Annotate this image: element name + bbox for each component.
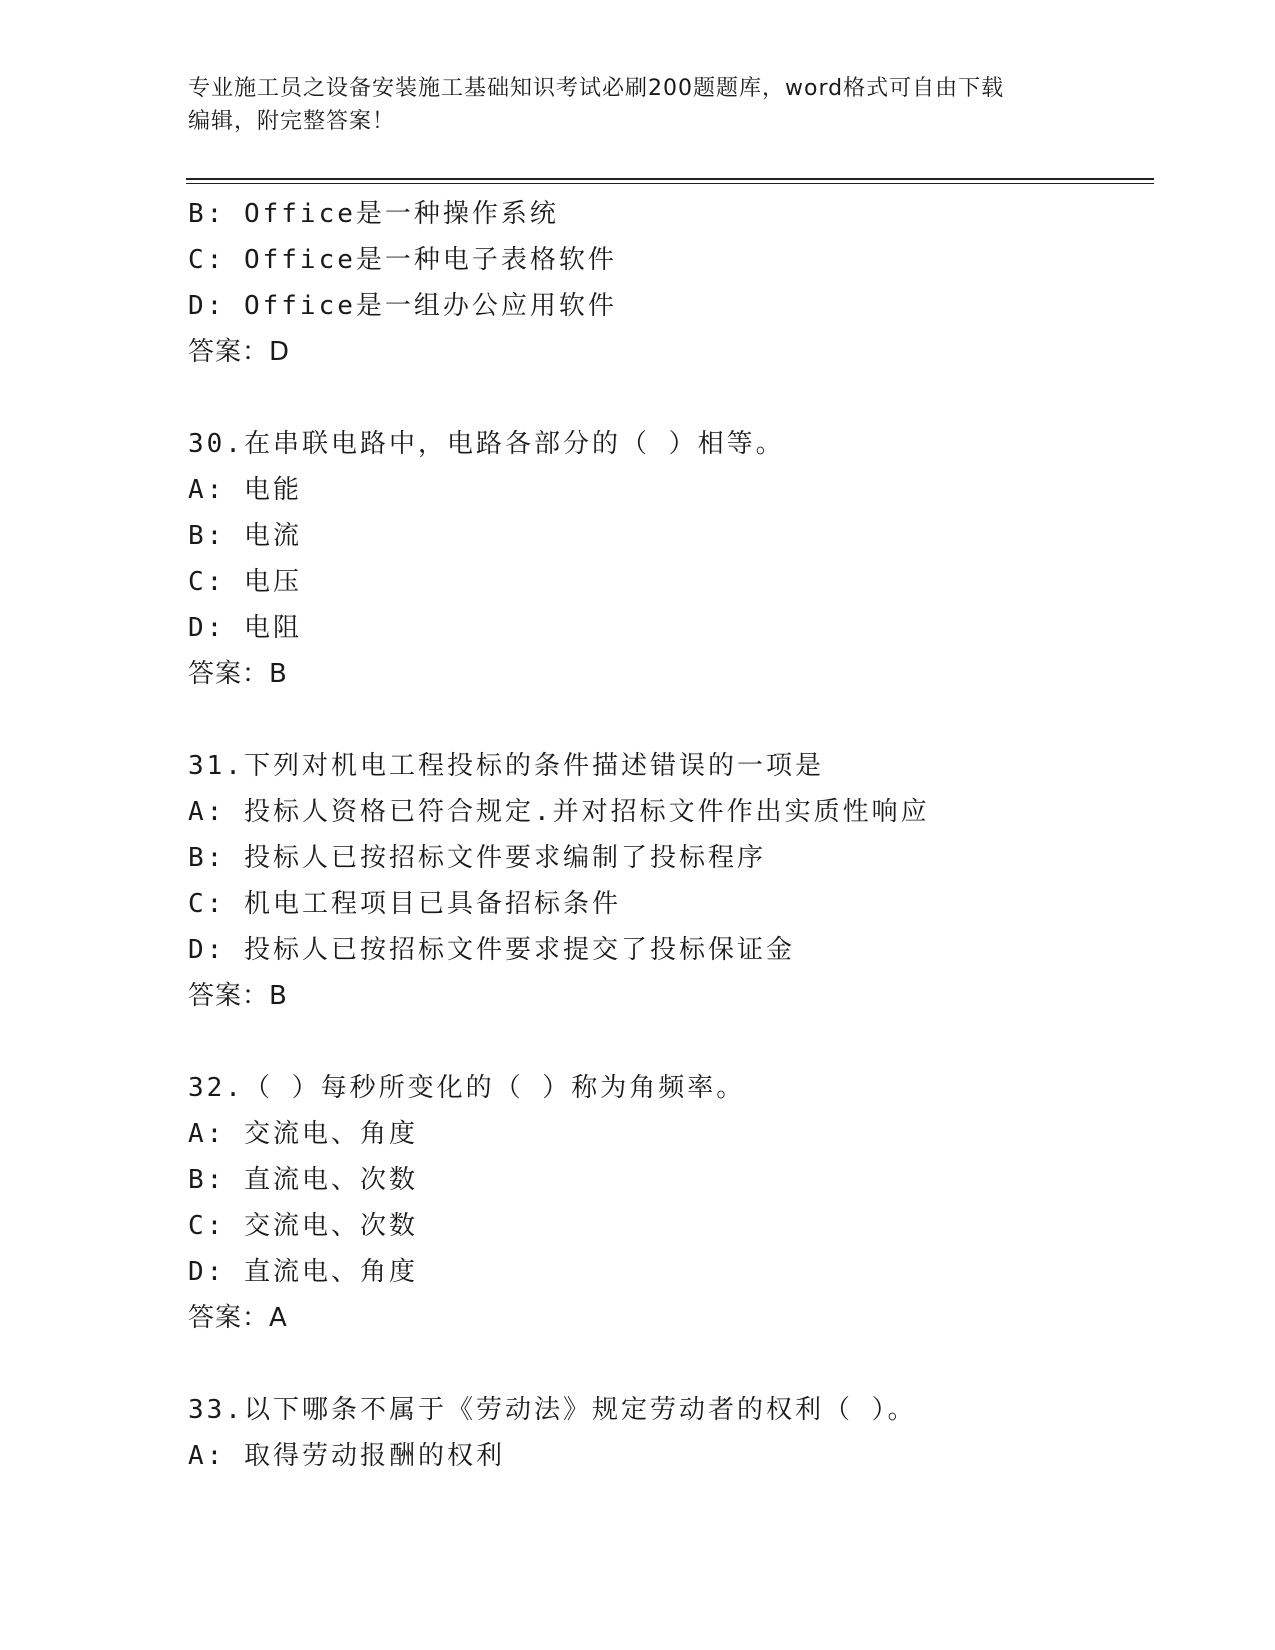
question-stem: 32.（ ）每秒所变化的（ ）称为角频率。 [188,1073,746,1103]
option-a: A: 交流电、角度 [188,1119,418,1149]
option-d: D: Office是一组办公应用软件 [188,291,617,321]
question-list [188,191,1138,1479]
option-c: C: 交流电、次数 [188,1211,418,1241]
header-line-1: 专业施工员之设备安装施工基础知识考试必刷200题题库，word格式可自由下载 [188,76,1005,101]
option-b: B: Office是一种操作系统 [188,199,559,229]
question-stem: 30.在串联电路中，电路各部分的（ ）相等。 [188,429,785,459]
option-b: B: 投标人已按招标文件要求编制了投标程序 [188,843,766,873]
header-divider-thick [186,178,1154,180]
question-block-31 [188,743,1138,1019]
question-stem: 33.以下哪条不属于《劳动法》规定劳动者的权利（ ）。 [188,1395,917,1425]
option-d: D: 直流电、角度 [188,1257,418,1287]
option-a: A: 取得劳动报酬的权利 [188,1441,505,1471]
option-d: D: 投标人已按招标文件要求提交了投标保证金 [188,935,795,965]
option-c: C: Office是一种电子表格软件 [188,245,617,275]
option-c: C: 机电工程项目已具备招标条件 [188,889,621,919]
answer-text: 答案：B [188,981,288,1011]
answer-text: 答案：D [188,337,291,367]
header-line-2: 编辑，附完整答案！ [188,109,396,134]
question-stem: 31.下列对机电工程投标的条件描述错误的一项是 [188,751,824,781]
option-a: A: 投标人资格已符合规定.并对招标文件作出实质性响应 [188,797,930,827]
option-b: B: 直流电、次数 [188,1165,418,1195]
question-block-33 [188,1387,1138,1479]
header-divider-thin [186,183,1154,184]
answer-text: 答案：A [188,1303,288,1333]
option-c: C: 电压 [188,567,302,597]
option-d: D: 电阻 [188,613,302,643]
option-b: B: 电流 [188,521,302,551]
answer-text: 答案：B [188,659,288,689]
option-a: A: 电能 [188,475,302,505]
question-block-29-continued [188,191,1138,375]
document-header [188,72,1078,138]
question-block-32 [188,1065,1138,1341]
question-block-30 [188,421,1138,697]
